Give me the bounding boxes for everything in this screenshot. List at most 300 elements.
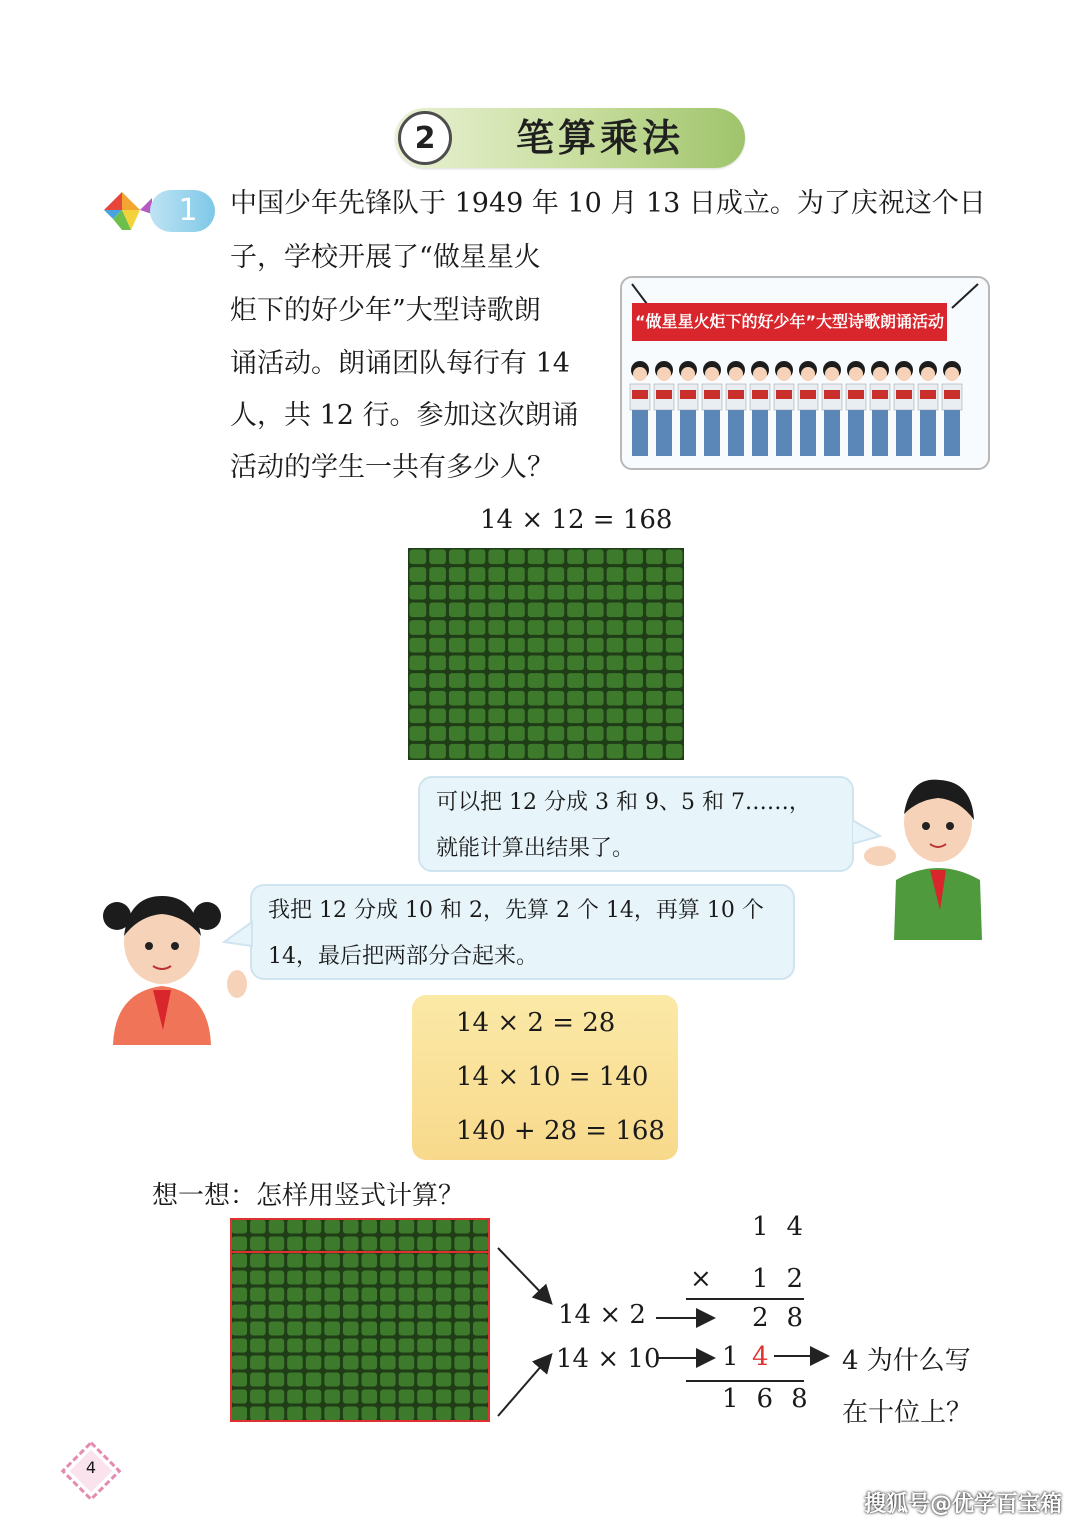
- grid-dot: [454, 1390, 470, 1404]
- student-book: [872, 390, 888, 399]
- grid-dot: [269, 1254, 285, 1268]
- grid-dot: [417, 1288, 433, 1302]
- problem-line-6: 活动的学生一共有多少人？: [230, 452, 554, 483]
- grid-dot: [626, 567, 643, 582]
- grid-dot: [324, 1407, 340, 1421]
- grid-dot: [646, 726, 663, 741]
- grid-dot: [410, 709, 427, 724]
- grid-dot: [250, 1407, 266, 1421]
- grid-dot: [449, 709, 466, 724]
- grid-dot: [232, 1271, 248, 1285]
- grid-dot: [232, 1373, 248, 1387]
- grid-dot: [362, 1373, 378, 1387]
- grid-dot: [380, 1305, 396, 1319]
- grid-dot: [436, 1288, 452, 1302]
- vertical-partial-2-hundreds: 1: [722, 1342, 739, 1372]
- grid-dot: [287, 1237, 303, 1251]
- grid-dot: [287, 1254, 303, 1268]
- grid-dot: [306, 1305, 322, 1319]
- grid-dot: [473, 1237, 489, 1251]
- grid-dot: [287, 1322, 303, 1336]
- question-line-2: 在十位上？: [842, 1398, 973, 1428]
- grid-dot: [567, 567, 584, 582]
- grid-dot: [449, 550, 466, 565]
- grid-dot: [528, 744, 545, 759]
- grid-dot: [449, 620, 466, 635]
- grid-dot: [417, 1373, 433, 1387]
- grid-dot: [399, 1356, 415, 1370]
- grid-dot: [436, 1356, 452, 1370]
- grid-dot: [417, 1237, 433, 1251]
- grid-dot: [626, 709, 643, 724]
- student-book: [752, 390, 768, 399]
- grid-dot: [454, 1271, 470, 1285]
- grid-dot: [488, 567, 505, 582]
- grid-dot: [343, 1339, 359, 1353]
- student-trousers: [776, 410, 792, 456]
- student-book: [632, 390, 648, 399]
- grid-dot: [449, 567, 466, 582]
- grid-dot: [449, 603, 466, 618]
- grid-dot: [380, 1220, 396, 1234]
- grid-dot: [324, 1237, 340, 1251]
- grid-dot: [646, 585, 663, 600]
- grid-dot: [232, 1288, 248, 1302]
- grid-dot: [343, 1305, 359, 1319]
- grid-dot: [454, 1339, 470, 1353]
- grid-dot: [626, 726, 643, 741]
- grid-dot: [528, 638, 545, 653]
- step-2: 14 × 10 = 140: [456, 1062, 649, 1092]
- grid-dot: [473, 1390, 489, 1404]
- grid-dot: [399, 1220, 415, 1234]
- grid-dot: [488, 638, 505, 653]
- grid-dot: [666, 638, 683, 653]
- grid-dot: [269, 1237, 285, 1251]
- grid-dot: [362, 1271, 378, 1285]
- grid-dot: [508, 691, 525, 706]
- question-arrow: [772, 1344, 836, 1368]
- grid-dot: [362, 1220, 378, 1234]
- grid-dot: [410, 567, 427, 582]
- label-14x10: 14 × 10: [556, 1344, 661, 1374]
- grid-dot: [587, 638, 604, 653]
- grid-dot: [488, 709, 505, 724]
- grid-dot: [469, 744, 486, 759]
- grid-dot: [454, 1220, 470, 1234]
- grid-dot: [380, 1271, 396, 1285]
- grid-dot: [469, 673, 486, 688]
- grid-dot: [343, 1220, 359, 1234]
- boy-line-1: 可以把 12 分成 3 和 9、5 和 7……，: [436, 790, 811, 815]
- grid-dot: [232, 1237, 248, 1251]
- page-number: 4: [85, 1458, 97, 1477]
- grid-dot: [436, 1305, 452, 1319]
- grid-dot: [343, 1407, 359, 1421]
- grid-dot: [469, 691, 486, 706]
- grid-dot: [436, 1407, 452, 1421]
- grid-dot: [306, 1220, 322, 1234]
- grid-dot: [399, 1390, 415, 1404]
- grid-dot: [587, 691, 604, 706]
- grid-dot: [548, 709, 565, 724]
- grid-dot: [380, 1288, 396, 1302]
- grid-dot: [343, 1322, 359, 1336]
- student-face: [657, 367, 671, 381]
- example-number: 1: [178, 193, 198, 228]
- step-3: 140 + 28 = 168: [456, 1116, 665, 1146]
- grid-dot: [508, 656, 525, 671]
- student-book: [800, 390, 816, 399]
- grid-dot: [626, 603, 643, 618]
- grid-dot: [488, 620, 505, 635]
- grid-dot: [380, 1356, 396, 1370]
- grid-dot: [436, 1237, 452, 1251]
- grid-dot: [436, 1220, 452, 1234]
- grid-dot: [324, 1390, 340, 1404]
- grid-dot: [380, 1373, 396, 1387]
- grid-dot: [528, 709, 545, 724]
- grid-dot: [399, 1254, 415, 1268]
- grid-dot: [488, 673, 505, 688]
- grid-dot: [429, 691, 446, 706]
- grid-dot: [410, 673, 427, 688]
- grid-dot: [410, 603, 427, 618]
- grid-dot: [508, 603, 525, 618]
- grid-dot: [567, 620, 584, 635]
- grid-dot: [488, 550, 505, 565]
- grid-dot: [429, 620, 446, 635]
- grid-dot: [449, 673, 466, 688]
- boy-line-2: 就能计算出结果了。: [436, 836, 635, 861]
- question-line-1: 4 为什么写: [842, 1346, 971, 1376]
- grid-dot: [587, 550, 604, 565]
- grid-dot: [343, 1356, 359, 1370]
- grid-dot: [287, 1407, 303, 1421]
- grid-dot: [250, 1356, 266, 1370]
- grid-dot: [607, 691, 624, 706]
- grid-dot: [417, 1390, 433, 1404]
- grid-dot: [410, 638, 427, 653]
- grid-dot: [362, 1254, 378, 1268]
- grid-dot: [626, 656, 643, 671]
- grid-dot: [607, 726, 624, 741]
- grid-dot: [399, 1407, 415, 1421]
- grid-dot: [362, 1407, 378, 1421]
- grid-dot: [607, 603, 624, 618]
- grid-dot: [269, 1339, 285, 1353]
- grid-dot: [436, 1271, 452, 1285]
- grid-dot: [666, 620, 683, 635]
- grid-dot: [607, 656, 624, 671]
- grid-dot: [646, 744, 663, 759]
- grid-dot: [436, 1254, 452, 1268]
- grid-dot: [429, 603, 446, 618]
- student-trousers: [896, 410, 912, 456]
- grid-dot: [508, 709, 525, 724]
- grid-dot: [528, 567, 545, 582]
- grid-dot: [343, 1237, 359, 1251]
- grid-dot: [362, 1288, 378, 1302]
- grid-dot: [362, 1356, 378, 1370]
- times-sign: ×: [690, 1264, 712, 1294]
- grid-dot: [488, 744, 505, 759]
- grid-dot: [429, 550, 446, 565]
- grid-dot: [666, 691, 683, 706]
- grid-dot: [436, 1339, 452, 1353]
- grid-dot: [508, 550, 525, 565]
- grid-dot: [343, 1254, 359, 1268]
- student-trousers: [632, 410, 648, 456]
- grid-dot: [287, 1288, 303, 1302]
- boy-speech-bubble: [418, 776, 854, 872]
- vertical-top: 14: [752, 1212, 822, 1242]
- dot-array-grid: [408, 548, 684, 760]
- grid-dot: [473, 1407, 489, 1421]
- student-book: [656, 390, 672, 399]
- grid-dot: [528, 673, 545, 688]
- grid-dot: [410, 691, 427, 706]
- grid-dot: [362, 1305, 378, 1319]
- vertical-line-2: [686, 1380, 804, 1382]
- grid-dot: [410, 550, 427, 565]
- grid-dot: [269, 1373, 285, 1387]
- grid-dot: [232, 1254, 248, 1268]
- grid-dot: [362, 1390, 378, 1404]
- grid-dot: [548, 638, 565, 653]
- grid-dot: [508, 620, 525, 635]
- step-arrows: [652, 1306, 722, 1372]
- student-face: [921, 367, 935, 381]
- grid-dot: [567, 638, 584, 653]
- grid-dot: [587, 620, 604, 635]
- grid-dot: [449, 585, 466, 600]
- grid-dot: [626, 673, 643, 688]
- grid-dot: [250, 1220, 266, 1234]
- grid-dot: [429, 638, 446, 653]
- student-book: [896, 390, 912, 399]
- grid-dot: [287, 1220, 303, 1234]
- grid-dot: [449, 638, 466, 653]
- grid-dot: [362, 1339, 378, 1353]
- student-trousers: [752, 410, 768, 456]
- boy-character: [860, 770, 990, 940]
- grid-dot: [473, 1373, 489, 1387]
- grid-dot: [666, 567, 683, 582]
- section-title: 笔算乘法: [515, 116, 684, 160]
- grid-dot: [626, 550, 643, 565]
- grid-dot: [528, 550, 545, 565]
- grid-dot: [429, 673, 446, 688]
- grid-dot: [306, 1237, 322, 1251]
- grid-dot: [548, 656, 565, 671]
- grid-dot: [287, 1271, 303, 1285]
- grid-dot: [417, 1407, 433, 1421]
- grid-dot: [454, 1254, 470, 1268]
- grid-dot: [380, 1339, 396, 1353]
- student-face: [825, 367, 839, 381]
- grid-dot: [287, 1356, 303, 1370]
- grid-dot: [324, 1288, 340, 1302]
- grid-dot: [324, 1220, 340, 1234]
- grid-dot: [429, 744, 446, 759]
- grid-dot: [454, 1237, 470, 1251]
- grid-dot: [429, 709, 446, 724]
- grid-dot: [528, 656, 545, 671]
- grid-dot: [324, 1271, 340, 1285]
- grid-dot: [587, 726, 604, 741]
- grid-dot: [410, 744, 427, 759]
- grid-dot: [548, 585, 565, 600]
- grid-dot: [380, 1407, 396, 1421]
- student-book: [920, 390, 936, 399]
- grid-dot: [324, 1339, 340, 1353]
- vertical-line-1: [686, 1298, 804, 1300]
- grid-dot: [250, 1305, 266, 1319]
- grid-dot: [607, 638, 624, 653]
- grid-dot: [306, 1322, 322, 1336]
- grid-dot: [607, 709, 624, 724]
- grid-dot: [324, 1305, 340, 1319]
- grid-dot: [269, 1322, 285, 1336]
- grid-dot: [399, 1271, 415, 1285]
- student-face: [753, 367, 767, 381]
- grid-dot: [488, 726, 505, 741]
- grid-dot: [488, 656, 505, 671]
- grid-dot: [528, 726, 545, 741]
- problem-line-2: 子，学校开展了“做星星火: [230, 242, 541, 273]
- grid-dot: [454, 1288, 470, 1302]
- grid-dot: [548, 726, 565, 741]
- grid-dot: [646, 691, 663, 706]
- grid-dot: [607, 673, 624, 688]
- student-face: [705, 367, 719, 381]
- grid-dot: [488, 691, 505, 706]
- grid-dot: [399, 1373, 415, 1387]
- grid-dot: [607, 567, 624, 582]
- grid-dot: [417, 1322, 433, 1336]
- student-face: [873, 367, 887, 381]
- grid-dot: [399, 1237, 415, 1251]
- grid-dot: [666, 603, 683, 618]
- grid-dot: [429, 726, 446, 741]
- grid-dot: [548, 550, 565, 565]
- grid-dot: [269, 1390, 285, 1404]
- grid-dot: [528, 603, 545, 618]
- grid-dot: [269, 1356, 285, 1370]
- grid-dot: [380, 1390, 396, 1404]
- grid-dot: [417, 1254, 433, 1268]
- grid-dot: [324, 1373, 340, 1387]
- girl-character: [95, 880, 250, 1045]
- grid-dot: [449, 726, 466, 741]
- event-banner: “做星星火炬下的好少年”大型诗歌朗诵活动: [632, 303, 947, 341]
- grid-dot: [567, 744, 584, 759]
- grid-dot: [250, 1288, 266, 1302]
- grid-dot: [473, 1271, 489, 1285]
- grid-dot: [380, 1322, 396, 1336]
- grid-dot: [250, 1373, 266, 1387]
- student-trousers: [680, 410, 696, 456]
- student-book: [848, 390, 864, 399]
- grid-dot: [567, 709, 584, 724]
- grid-dot: [646, 709, 663, 724]
- grid-dot: [666, 709, 683, 724]
- grid-dot: [250, 1339, 266, 1353]
- grid-dot: [548, 620, 565, 635]
- grid-dot: [399, 1288, 415, 1302]
- grid-dot: [269, 1220, 285, 1234]
- grid-dot: [488, 585, 505, 600]
- grid-dot: [343, 1390, 359, 1404]
- grid-dot: [306, 1271, 322, 1285]
- think-prompt: 想一想：怎样用竖式计算？: [152, 1181, 465, 1211]
- grid-dot: [607, 744, 624, 759]
- grid-dot: [232, 1220, 248, 1234]
- grid-dot: [473, 1254, 489, 1268]
- grid-dot: [436, 1322, 452, 1336]
- label-14x2: 14 × 2: [558, 1300, 646, 1330]
- girl-line-1: 我把 12 分成 10 和 2，先算 2 个 14，再算 10 个: [268, 898, 764, 923]
- grid-dot: [417, 1356, 433, 1370]
- grid-dot: [567, 550, 584, 565]
- grid-dot: [666, 726, 683, 741]
- grid-dot: [646, 550, 663, 565]
- grid-dot: [646, 656, 663, 671]
- grid-dot: [587, 673, 604, 688]
- grid-dot: [343, 1271, 359, 1285]
- grid-dot: [449, 656, 466, 671]
- student-face: [849, 367, 863, 381]
- student-trousers: [872, 410, 888, 456]
- grid-dot: [399, 1339, 415, 1353]
- grid-dot: [567, 585, 584, 600]
- grid-dot: [626, 585, 643, 600]
- grid-dot: [399, 1322, 415, 1336]
- student-face: [633, 367, 647, 381]
- grid-dot: [417, 1271, 433, 1285]
- grid-dot: [469, 656, 486, 671]
- grid-dot: [473, 1339, 489, 1353]
- grid-dot: [287, 1373, 303, 1387]
- grid-dot: [607, 585, 624, 600]
- grid-dot: [666, 673, 683, 688]
- grid-dot: [324, 1356, 340, 1370]
- grid-dot: [417, 1220, 433, 1234]
- grid-dot: [410, 585, 427, 600]
- grid-dot: [429, 567, 446, 582]
- grid-dot: [410, 726, 427, 741]
- grid-dot: [429, 656, 446, 671]
- grid-dot: [469, 709, 486, 724]
- student-trousers: [944, 410, 960, 456]
- grid-dot: [324, 1254, 340, 1268]
- grid-dot: [362, 1237, 378, 1251]
- grid-dot: [287, 1390, 303, 1404]
- grid-dot: [306, 1254, 322, 1268]
- grid-dot: [410, 620, 427, 635]
- student-book: [824, 390, 840, 399]
- grid-dot: [232, 1407, 248, 1421]
- grid-dot: [324, 1322, 340, 1336]
- grid-dot: [469, 585, 486, 600]
- grid-dot: [567, 691, 584, 706]
- grid-dot: [548, 603, 565, 618]
- grid-dot: [232, 1305, 248, 1319]
- grid-dot: [469, 567, 486, 582]
- grid-dot: [607, 550, 624, 565]
- grid-dot: [232, 1390, 248, 1404]
